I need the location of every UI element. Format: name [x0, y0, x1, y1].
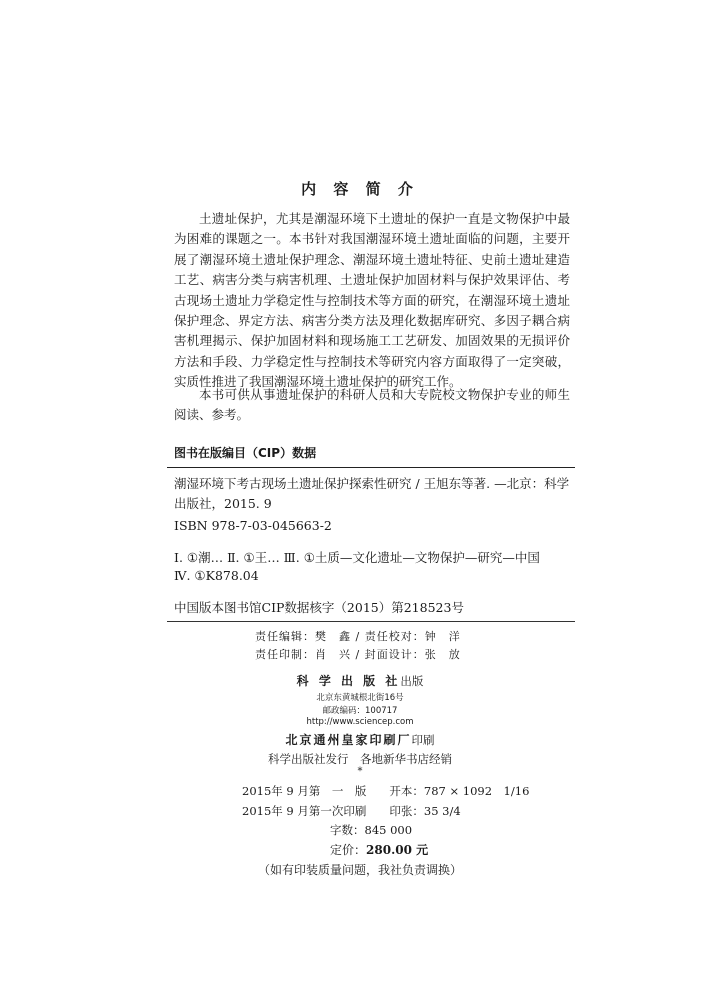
price-value: 280.00 元 [366, 843, 429, 857]
quality-notice: （如有印装质量问题，我社负责调换） [257, 863, 462, 877]
cip-top-rule [167, 467, 575, 468]
page-title: 内 容 简 介 [301, 180, 419, 198]
printer-line [0, 731, 720, 748]
credits-editors: 责任编辑：樊 鑫 / 责任校对：钟 洋 [255, 630, 461, 643]
cip-classification-2: Ⅳ. ①K878.04 [174, 568, 259, 583]
summary-paragraph-2: 本书可供从事遗址保护的科研人员和大专院校文物保护专业的师生阅读、参考。 [174, 387, 570, 423]
publisher-suffix: 出版 [400, 674, 424, 688]
publisher-url: http://www.sciencep.com [306, 717, 414, 727]
edition-line: 2015年 9 月第 一 版 开本：787 × 1092 1/16 [242, 784, 530, 798]
credits-production: 责任印制：肖 兴 / 封面设计：张 放 [255, 648, 461, 661]
publisher-name: 科 学 出 版 社 [296, 674, 401, 688]
summary-paragraph-1: 土遗址保护，尤其是潮湿环境下土遗址的保护一直是文物保护中最为困难的课题之一。本书针对我国潮湿环境土遗址面临的问题，主要开展了潮湿环境土遗址保护理念、潮湿环境土遗址特征、史前土遗址建造工艺、病害分类与病害机理、土遗址保护加固材料与保护效果评估、考古现场土遗址力学稳定性与控制技术等方面的研究，在潮湿环境土遗址保护理念、界定方法、病害分类方法及理化数据库研究、多因子耦合病害机理揭示、保护加固材料和现场施工工艺研发、加固效果的无损评价方法和手段、力学稳定性与控制技术等研究内容方面取得了一定突破，实质性推进了我国潮湿环境土遗址保护的研究工作。 [174, 211, 570, 390]
printing-line: 2015年 9 月第一次印刷 印张：35 3/4 [242, 804, 461, 818]
price-label: 定价： [330, 843, 367, 857]
word-count: 字数：845 000 [330, 823, 413, 837]
distribution-line: 科学出版社发行 各地新华书店经销 [268, 752, 452, 766]
cip-isbn: ISBN 978-7-03-045663-2 [174, 518, 332, 533]
printer-name: 北京通州皇家印刷厂 [285, 733, 412, 747]
separator-star: * [357, 766, 363, 777]
publisher-postcode: 邮政编码：100717 [322, 706, 398, 716]
cip-catalog-number: 中国版本图书馆CIP数据核字（2015）第218523号 [174, 600, 464, 615]
cip-record: 潮湿环境下考古现场土遗址保护探索性研究 / 王旭东等著. —北京：科学出版社，2015. 9 [174, 476, 570, 511]
price-line [330, 841, 428, 858]
publisher-line [0, 672, 720, 689]
publisher-address: 北京东黄城根北街16号 [316, 693, 404, 703]
cip-bottom-rule [167, 621, 575, 622]
cip-heading: 图书在版编目（CIP）数据 [174, 446, 317, 460]
cip-classification-1: Ⅰ. ①潮… Ⅱ. ①王… Ⅲ. ①土质—文化遗址—文物保护—研究—中国 [174, 550, 540, 565]
printer-suffix: 印刷 [411, 733, 435, 747]
